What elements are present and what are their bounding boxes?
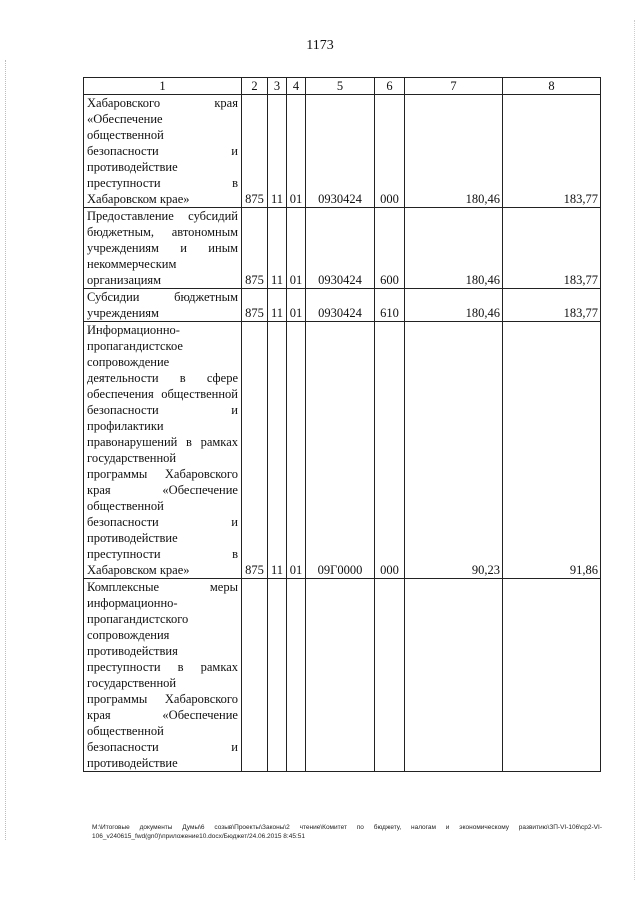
cell-amount-7: 90,23: [405, 322, 503, 579]
column-header: 6: [375, 78, 405, 95]
column-header: 5: [306, 78, 375, 95]
cell-section: 11: [268, 208, 287, 289]
row-name: Комплексные меры информационно-пропагандистского сопровождения противодействия преступности в рамках государственной программы Хабаровского края «Обеспечение общественной безопасности и противодействие: [84, 579, 242, 772]
cell-admin-code: [242, 579, 268, 772]
cell-target-article: 0930424: [306, 208, 375, 289]
cell-expense-type: 000: [375, 95, 405, 208]
row-name: Информационно-пропагандистское сопровождение деятельности в сфере обеспечения общественной безопасности и профилактики правонарушений в рамках государственной программы Хабаровского края «Обеспечение общественной безопасности и противодействие преступности в Хабаровском крае»: [84, 322, 242, 579]
column-header: 1: [84, 78, 242, 95]
cell-subsection: 01: [287, 289, 306, 322]
cell-admin-code: 875: [242, 322, 268, 579]
table-row: [84, 322, 601, 579]
cell-subsection: 01: [287, 208, 306, 289]
row-name: Хабаровского края «Обеспечение общественной безопасности и противодействие преступности в Хабаровском крае»: [84, 95, 242, 208]
page-number: 1173: [306, 38, 334, 53]
cell-subsection: 01: [287, 322, 306, 579]
cell-admin-code: 875: [242, 208, 268, 289]
cell-target-article: 0930424: [306, 289, 375, 322]
cell-section: 11: [268, 95, 287, 208]
column-header: 2: [242, 78, 268, 95]
column-header: 4: [287, 78, 306, 95]
cell-amount-7: 180,46: [405, 95, 503, 208]
budget-table: [83, 77, 601, 772]
cell-section: [268, 579, 287, 772]
cell-target-article: 0930424: [306, 95, 375, 208]
cell-amount-7: [405, 579, 503, 772]
table-row: [84, 95, 601, 208]
cell-amount-7: 180,46: [405, 208, 503, 289]
table-header-row: [84, 78, 601, 95]
cell-admin-code: 875: [242, 289, 268, 322]
cell-admin-code: 875: [242, 95, 268, 208]
cell-amount-8: 183,77: [503, 95, 601, 208]
cell-target-article: [306, 579, 375, 772]
cell-amount-7: 180,46: [405, 289, 503, 322]
column-header: 7: [405, 78, 503, 95]
row-name: Предоставление субсидий бюджетным, автономным учреждениям и иным некоммерческим организациям: [84, 208, 242, 289]
cell-section: 11: [268, 322, 287, 579]
cell-amount-8: 183,77: [503, 289, 601, 322]
document-path-footer: M:\Итоговые документы Думы\6 созыв\Проекты\Законы\2 чтение\Комитет по бюджету, налогам и экономическому развитию\ЗП-VI-106\ср2-VI-106_v240615_fwd(gn0)\приложение10.docx/Бюджет/24.06.2015 8:45:51: [92, 824, 602, 840]
cell-amount-8: [503, 579, 601, 772]
row-name: Субсидии бюджетным учреждениям: [84, 289, 242, 322]
cell-expense-type: 610: [375, 289, 405, 322]
cell-subsection: [287, 579, 306, 772]
column-header: 3: [268, 78, 287, 95]
cell-expense-type: [375, 579, 405, 772]
cell-expense-type: 600: [375, 208, 405, 289]
cell-amount-8: 91,86: [503, 322, 601, 579]
cell-subsection: 01: [287, 95, 306, 208]
left-margin-marks: [5, 60, 7, 840]
cell-amount-8: 183,77: [503, 208, 601, 289]
cell-expense-type: 000: [375, 322, 405, 579]
table-row: [84, 579, 601, 772]
table-row: [84, 208, 601, 289]
cell-section: 11: [268, 289, 287, 322]
right-margin-marks: [634, 20, 636, 880]
cell-target-article: 09Г0000: [306, 322, 375, 579]
column-header: 8: [503, 78, 601, 95]
table-row: [84, 289, 601, 322]
